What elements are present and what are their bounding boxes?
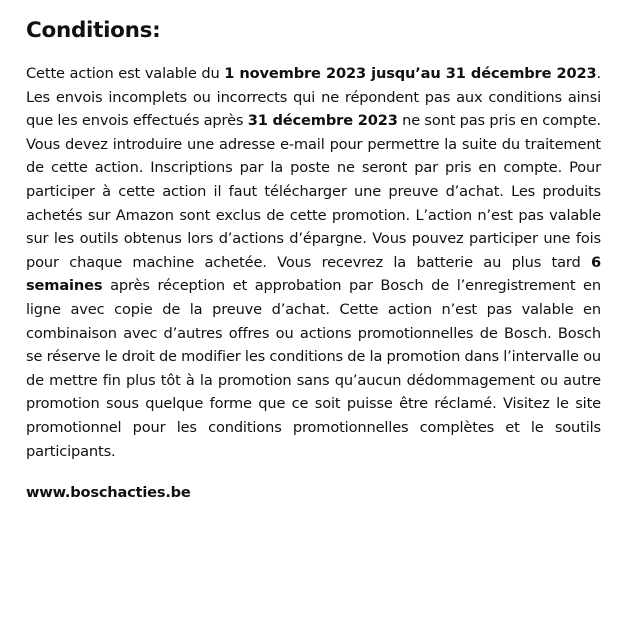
delivery-delay: 6 semaines xyxy=(26,253,601,295)
body-text-segment: . Les envois incomplets ou incorrects qui ne répondent pas aux conditions ainsi que les envois effectués après xyxy=(26,65,602,130)
body-text-segment: ne sont pas pris en compte. Vous devez introduire une adresse e-mail pour permettre la suite du traitement de cette action. Inscriptions par la poste ne seront par pris en compte. Pour participer à cette action il faut télécharger une preuve d’achat. Les produits achetés sur Amazon sont exclus de cette promotion. L’action n’est pas valable sur les outils obtenus lors d’actions d’épargne. Vous pouvez participer une fois pour chaque machine achetée. Vous recevrez la batterie au plus tard xyxy=(26,112,601,271)
website-link[interactable]: www.boschacties.be xyxy=(26,484,191,502)
body-text-segment: après réception et approbation par Bosch de l’enregistrement en ligne avec copie de la preuve d’achat. Cette action n’est pas valable en combinaison avec d’autres offres ou actions promotionnelles de Bosch. Bosch se réserve le droit de modifier les conditions de la promotion dans l’intervalle ou de mettre fin plus tôt à la promotion sans qu’aucun dédommagement ou autre promotion sous quelque forme que ce soit puisse être réclamé. Visitez le site promotionnel pour les conditions promotionnelles complètes et le soutils participants. xyxy=(26,277,601,460)
body-text-segment: Cette action est valable du xyxy=(26,65,225,82)
conditions-panel xyxy=(26,16,601,503)
conditions-body xyxy=(26,62,601,463)
conditions-title: Conditions: xyxy=(26,18,161,43)
submission-deadline: 31 décembre 2023 xyxy=(247,112,398,130)
promotion-period: 1 novembre 2023 jusqu’au 31 décembre 2023 xyxy=(224,65,597,82)
